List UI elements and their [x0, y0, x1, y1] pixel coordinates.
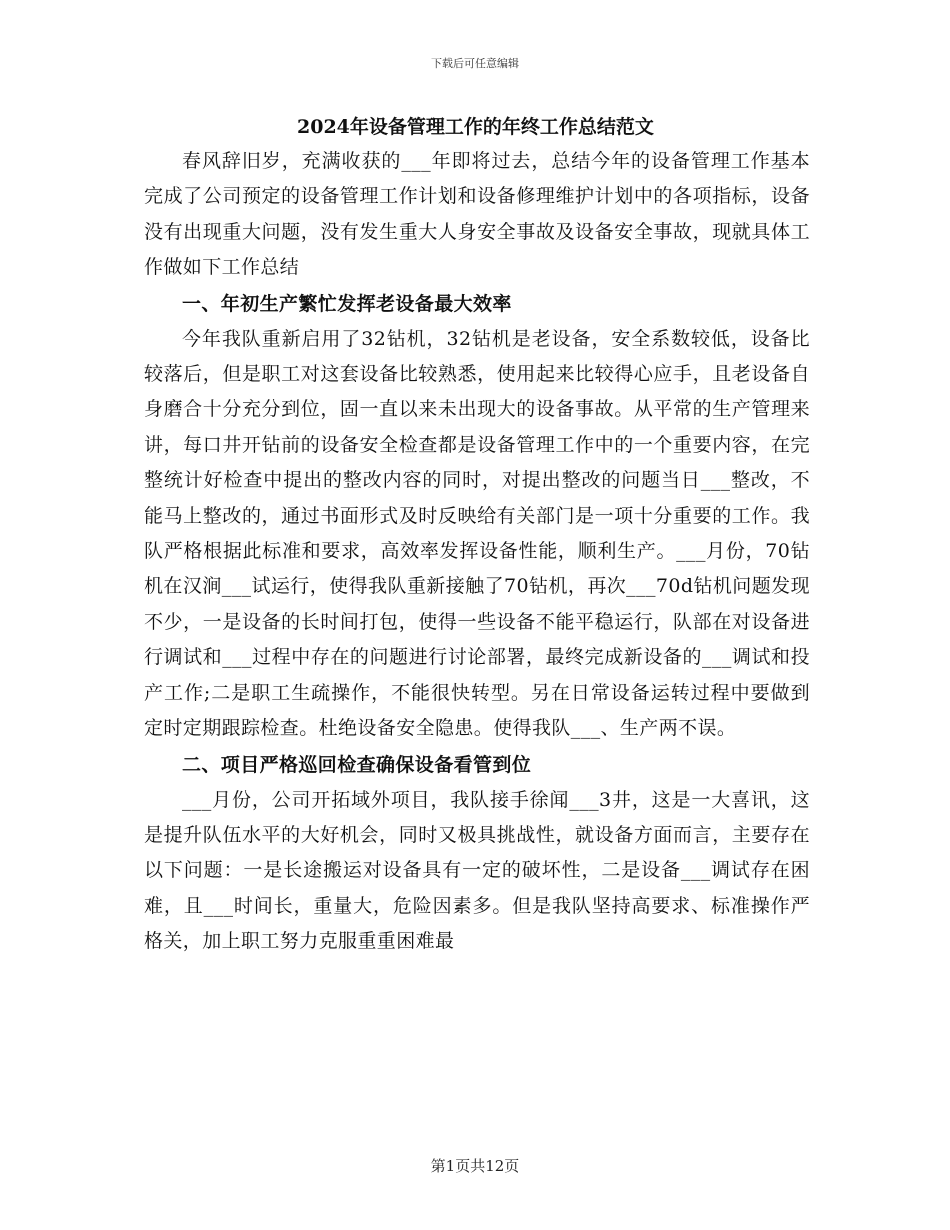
document-body [144, 110, 810, 960]
section-heading-2: 二、项目严格巡回检查确保设备看管到位 [182, 753, 532, 776]
page-number: 第1页共12页 [430, 1157, 520, 1175]
section-body-2: ___月份，公司开拓域外项目，我队接手徐闻___3井，这是一大喜讯，这是提升队伍水平的大好机会，同时又极具挑战性，就设备方面而言，主要存在以下问题：一是长途搬运对设备具有一定的破坏性，二是设备___调试存在困难，且___时间长，重量大，危险因素多。但是我队坚持高要求、标准操作严格关，加上职工努力克服重重困难最 [144, 788, 810, 953]
header-note: 下载后可任意编辑 [431, 57, 519, 70]
section-heading-1: 一、年初生产繁忙发挥老设备最大效率 [182, 292, 512, 315]
document-title: 2024年设备管理工作的年终工作总结范文 [297, 116, 654, 138]
section-body-1: 今年我队重新启用了32钻机，32钻机是老设备，安全系数较低，设备比较落后，但是职工对这套设备比较熟悉，使用起来比较得心应手，且老设备自身磨合十分充分到位，固一直以来未出现大的设备事故。从平常的生产管理来讲，每口井开钻前的设备安全检查都是设备管理工作中的一个重要内容，在完整统计好检查中提出的整改内容的同时，对提出整改的问题当日___整改，不能马上整改的，通过书面形式及时反映给有关部门是一项十分重要的工作。我队严格根据此标准和要求，高效率发挥设备性能，顺利生产。___月份，70钻机在汉涧___试运行，使得我队重新接触了70钻机，再次___70d钻机问题发现不少，一是设备的长时间打包，使得一些设备不能平稳运行，队部在对设备进行调试和___过程中存在的问题进行讨论部署，最终完成新设备的___调试和投产工作;二是职工生疏操作，不能很快转型。另在日常设备运转过程中要做到定时定期跟踪检查。杜绝设备安全隐患。使得我队___、生产两不误。 [144, 327, 810, 740]
intro-paragraph: 春风辞旧岁，充满收获的___年即将过去，总结今年的设备管理工作基本完成了公司预定的设备管理工作计划和设备修理维护计划中的各项指标，设备没有出现重大问题，没有发生重大人身安全事故及设备安全事故，现就具体工作做如下工作总结 [144, 150, 810, 279]
